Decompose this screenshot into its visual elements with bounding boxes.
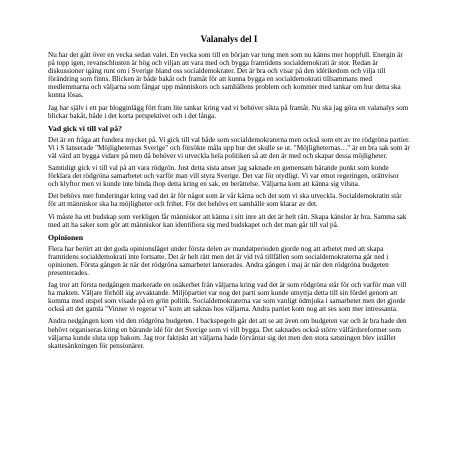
intro-paragraph-2: Jag har själv i ett par blogginlägg fört fram lite tankar kring vad vi behöver sikta på framåt. Nu ska jag göra en valanalys som blickar bakåt, både i det korta perspektivet och i det långa. xyxy=(48,103,409,120)
section-heading-opinionen: Opinionen xyxy=(48,232,84,242)
section-heading-val: Vad gick vi till val på? xyxy=(48,123,123,133)
section1-paragraph-1: Det är en fråga att fundera mycket på. Vi gick till val både som socialdemokraterna men också som ett av tre rödgröna partier. Vi i S lanserade "Möjligheternas Sverige" och försökte måla upp hur det skulle se ut. "Möjligheternas…" är en bra sak som är väl värd att bygga vidare på men då behöver vi utveckla hela politiken så att den är med och skapar dessa möjligheter. xyxy=(48,135,410,160)
section2-paragraph-2: Jag tror att första nedgången markerade en osäkerhet från väljarna kring vad det är som rödgröna står för och varför man vill ha makten. Väljare förhöll sig avvaktande. Miljöpartiet var nog det parti som kunde utnyttja detta till sin fördel genom att komma med utspel som visade på en grön politik. Socialdemokraterna var som vanligt ödmjuka i samarbetet men det gjorde också att det gamla "Vinner vi regerar vi" kom att saknas hos väljarna. Andra partiet kom nog att ses som mer intressanta. xyxy=(48,281,407,314)
section1-paragraph-4: Vi måste ha ett budskap som verkligen får människor att känna i sitt inre att det är helt rätt. Skapa känslor är bra. Samma sak med att ha saker som gör att människor kan identifiera sig med budskapet och det man går till val på. xyxy=(48,212,407,229)
intro-paragraph-1: Nu har det gått över en vecka sedan valet. En vecka som till en början var tung men som nu känns mer hoppfull. Energin är på topp igen, revanschlusten är hög och viljan att vara med och bygga framtidens socialdemokrati är stor. Redan är diskussioner igång runt om i Sverige bland oss socialdemokrater. Det är bra och visar på den idérikedom och vilja till förändring som finns. Blicken är både bakåt och framåt för att kunna bygga en socialdemokrati tillsammans med medlemmarna och väljarna som fångar upp människors och samhällens problem och kommer med tankar om hur detta ska kunna lösas. xyxy=(48,51,403,100)
section1-paragraph-3: Det behövs mer funderingar kring vad det är för något som är vår kärna och det som vi ska utveckla. Socialdemokratin står för att människor ska ha möjligheter och frihet. För det behövs ett samhälle som klarar av det. xyxy=(48,192,402,209)
section2-paragraph-1: Flera har berört att det goda opinionsläget under första delen av mandatperioden gjorde nog att arbetet med att skapa framtidens socialdemokrati inte fortsatte. Det är helt rätt men det är vid två tillfällen som socialdemokraterna går ned i opinionen. Första gången är när det rödgröna samarbetet lanserades. Andra gången i maj är när den rödgröna budgeten presenterades. xyxy=(48,244,389,277)
section1-paragraph-2: Samtidigt gick vi till val på att vara rödgrön. Just detta sista anser jag saknade en gemensam bärande punkt som kunde förklara det rödgröna samarbetet och varför man vill styra Sverige. Det var för otydligt. Vi var emot regeringen, orättvisor och klyftor men vi kunde inte binda ihop detta kring en sak, en berättelse. Väljarna kom att känna sig vilsna. xyxy=(48,164,399,189)
section2-paragraph-3: Andra nedgången kom vid den rödgröna budgeten. I backspegeln går det att se att även om budgeten var och är bra hade den behövt organiseras kring en bärande idé för det Sverige som vi vill bygga. Det saknades också större välfärdsreformer som väljarna kunde sluta upp bakom. Jag tror faktiskt att väljarna hade förväntat sig det men den stora satsningen blev istället skattesänkningen för pensionärer. xyxy=(48,317,407,350)
document-page xyxy=(48,34,410,354)
document-title: Valanalys del I xyxy=(200,34,258,44)
